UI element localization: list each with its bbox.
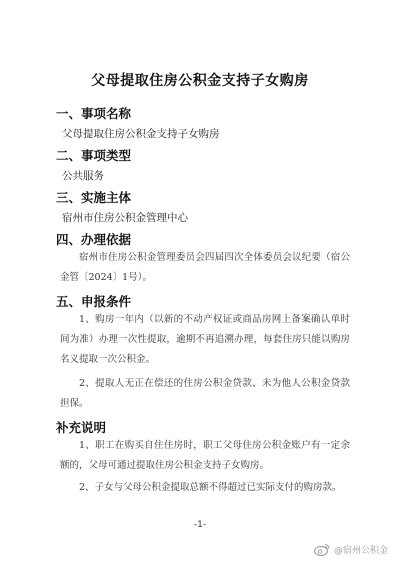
section-paragraph-condition-1: 1、购房一年内（以新的不动产权证或商品房网上备案确认单时间为准）办理一次性提取，逾期不再追溯办理，每套住房只能以购房名义提取一次公积金。: [60, 314, 350, 365]
watermark-text: @宿州公积金: [333, 545, 388, 556]
section-paragraph-legal-basis: 宿州市住房公积金管理委员会四届四次全体委员会议纪要（宿公金管〔2024〕1号）。: [60, 252, 350, 283]
section-heading-legal-basis: 四、办理依据: [56, 232, 132, 247]
section-text-implementing-body: 宿州市住房公积金管理中心: [62, 212, 188, 224]
document-title: 父母提取住房公积金支持子女购房: [91, 73, 309, 89]
page-number: -1-: [193, 520, 207, 530]
section-heading-conditions: 五、申报条件: [56, 294, 132, 309]
section-text-item-name: 父母提取住房公积金支持子女购房: [62, 128, 220, 140]
section-heading-item-name: 一、事项名称: [56, 106, 132, 121]
section-paragraph-supplementary-1: 1、职工在购买自住住房时，职工父母住房公积金账户有一定余额的，父母可通过提取住房公积金支持子女购房。: [60, 440, 350, 471]
section-text-item-type: 公共服务: [62, 170, 104, 182]
section-paragraph-condition-2: 2、提取人无正在偿还的住房公积金贷款、未为他人公积金贷款担保。: [60, 378, 350, 409]
watermark: [314, 541, 388, 557]
weibo-icon: [314, 543, 330, 556]
section-heading-supplementary: 补充说明: [56, 420, 107, 435]
section-heading-implementing-body: 三、实施主体: [56, 190, 132, 205]
section-paragraph-supplementary-2: 2、子女与父母公积金提取总额不得超过已实际支付的购房款。: [79, 482, 342, 493]
section-heading-item-type: 二、事项类型: [56, 148, 132, 163]
